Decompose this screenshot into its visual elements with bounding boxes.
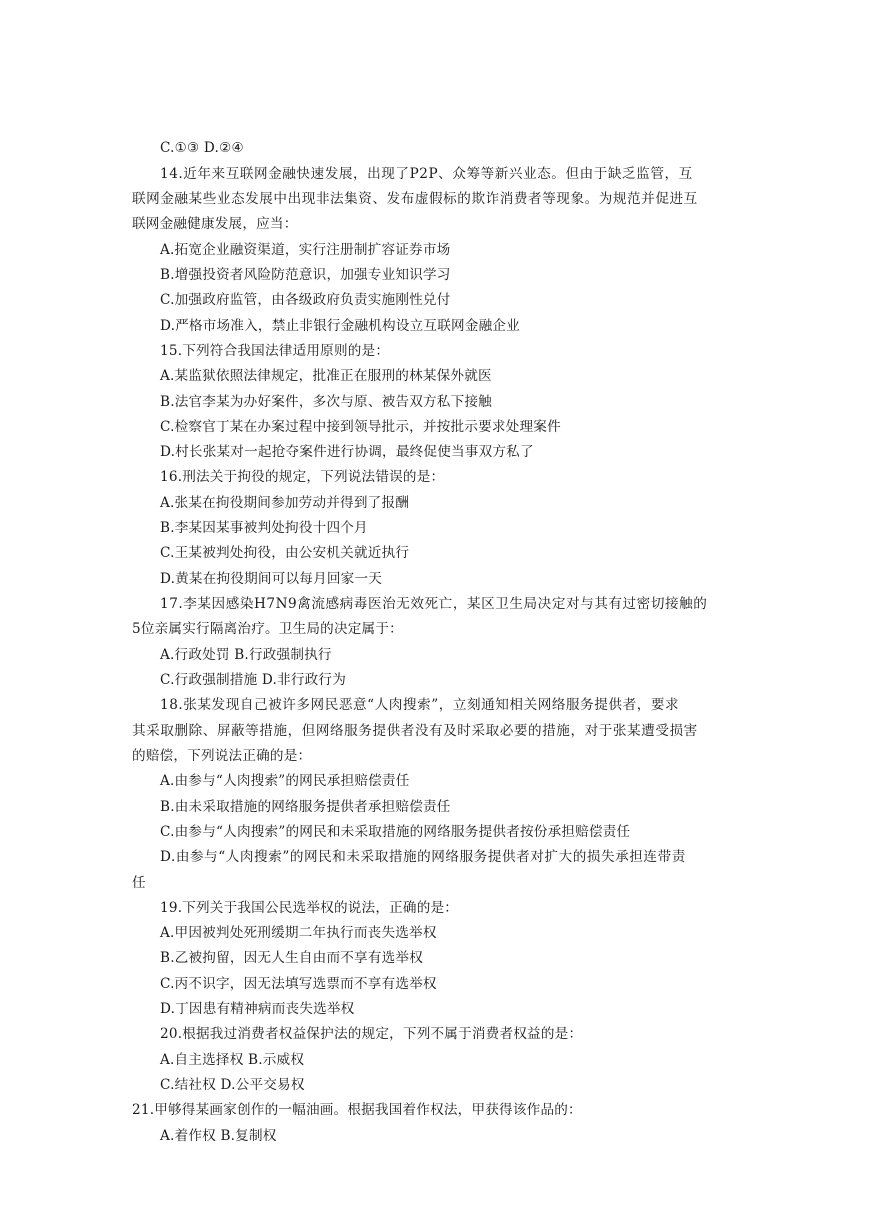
q21-stem: 21.甲够得某画家创作的一幅油画。根据我国着作权法，甲获得该作品的： bbox=[132, 1102, 582, 1118]
q20-options-cd: C.结社权 D.公平交易权 bbox=[160, 1077, 305, 1093]
q14-option-b: B.增强投资者风险防范意识，加强专业知识学习 bbox=[160, 267, 451, 283]
q19-option-c: C.丙不识字，因无法填写选票而不享有选举权 bbox=[160, 976, 437, 992]
q21-options-ab: A.着作权 B.复制权 bbox=[160, 1128, 277, 1144]
q17-stem-line-2: 5位亲属实行隔离治疗。卫生局的决定属于： bbox=[132, 621, 403, 637]
q16-option-d: D.黄某在拘役期间可以每月回家一天 bbox=[160, 571, 383, 587]
q20-stem: 20.根据我过消费者权益保护法的规定，下列不属于消费者权益的是： bbox=[160, 1026, 583, 1042]
q13-options-cd: C.①③ D.②④ bbox=[160, 140, 244, 156]
q18-option-d-line-1: D.由参与“人肉搜索”的网民和未采取措施的网络服务提供者对扩大的损失承担连带责 bbox=[160, 849, 686, 865]
q16-option-a: A.张某在拘役期间参加劳动并得到了报酬 bbox=[160, 495, 410, 511]
q19-option-b: B.乙被拘留，因无人生自由而不享有选举权 bbox=[160, 950, 423, 966]
q18-option-b: B.由未采取措施的网络服务提供者承担赔偿责任 bbox=[160, 799, 451, 815]
q15-option-d: D.村长张某对一起抢夺案件进行协调，最终促使当事双方私了 bbox=[160, 444, 534, 460]
q15-option-c: C.检察官丁某在办案过程中接到领导批示，并按批示要求处理案件 bbox=[160, 419, 561, 435]
q16-stem: 16.刑法关于拘役的规定，下列说法错误的是： bbox=[160, 469, 445, 485]
q16-option-b: B.李某因某事被判处拘役十四个月 bbox=[160, 520, 368, 536]
q14-stem-line-1: 14.近年来互联网金融快速发展，出现了P2P、众筹等新兴业态。但由于缺乏监管，互 bbox=[160, 166, 693, 182]
q14-option-d: D.严格市场准入，禁止非银行金融机构设立互联网金融企业 bbox=[160, 318, 520, 334]
q19-stem: 19.下列关于我国公民选举权的说法，正确的是： bbox=[160, 900, 459, 916]
q15-option-b: B.法官李某为办好案件，多次与原、被告双方私下接触 bbox=[160, 394, 492, 410]
q19-option-d: D.丁因患有精神病而丧失选举权 bbox=[160, 1001, 355, 1017]
q14-option-c: C.加强政府监管，由各级政府负责实施刚性兑付 bbox=[160, 292, 451, 308]
q19-option-a: A.甲因被判处死刑缓期二年执行而丧失选举权 bbox=[160, 925, 437, 941]
q14-stem-line-2: 联网金融某些业态发展中出现非法集资、发布虚假标的欺诈消费者等现象。为规范并促进互 bbox=[132, 191, 698, 207]
q18-stem-line-3: 的赔偿，下列说法正确的是： bbox=[132, 748, 312, 764]
q16-option-c: C.王某被判处拘役，由公安机关就近执行 bbox=[160, 545, 410, 561]
q14-stem-line-3: 联网金融健康发展，应当： bbox=[132, 216, 298, 232]
q17-options-ab: A.行政处罚 B.行政强制执行 bbox=[160, 647, 332, 663]
q14-option-a: A.拓宽企业融资渠道，实行注册制扩容证券市场 bbox=[160, 242, 451, 258]
q18-option-c: C.由参与“人肉搜索”的网民和未采取措施的网络服务提供者按份承担赔偿责任 bbox=[160, 824, 631, 840]
q18-option-a: A.由参与“人肉搜索”的网民承担赔偿责任 bbox=[160, 773, 410, 789]
q18-stem-line-1: 18.张某发现自己被许多网民恶意“人肉搜索”，立刻通知相关网络服务提供者，要求 bbox=[160, 697, 680, 713]
q17-options-cd: C.行政强制措施 D.非行政行为 bbox=[160, 672, 347, 688]
q15-option-a: A.某监狱依照法律规定，批准正在服刑的林某保外就医 bbox=[160, 368, 492, 384]
q17-stem-line-1: 17.李某因感染H7N9禽流感病毒医治无效死亡，某区卫生局决定对与其有过密切接触的 bbox=[160, 596, 708, 612]
q18-option-d-line-2: 任 bbox=[132, 875, 146, 891]
q20-options-ab: A.自主选择权 B.示威权 bbox=[160, 1052, 305, 1068]
q18-stem-line-2: 其采取删除、屏蔽等措施，但网络服务提供者没有及时采取必要的措施，对于张某遭受损害 bbox=[132, 723, 698, 739]
q15-stem: 15.下列符合我国法律适用原则的是： bbox=[160, 343, 390, 359]
